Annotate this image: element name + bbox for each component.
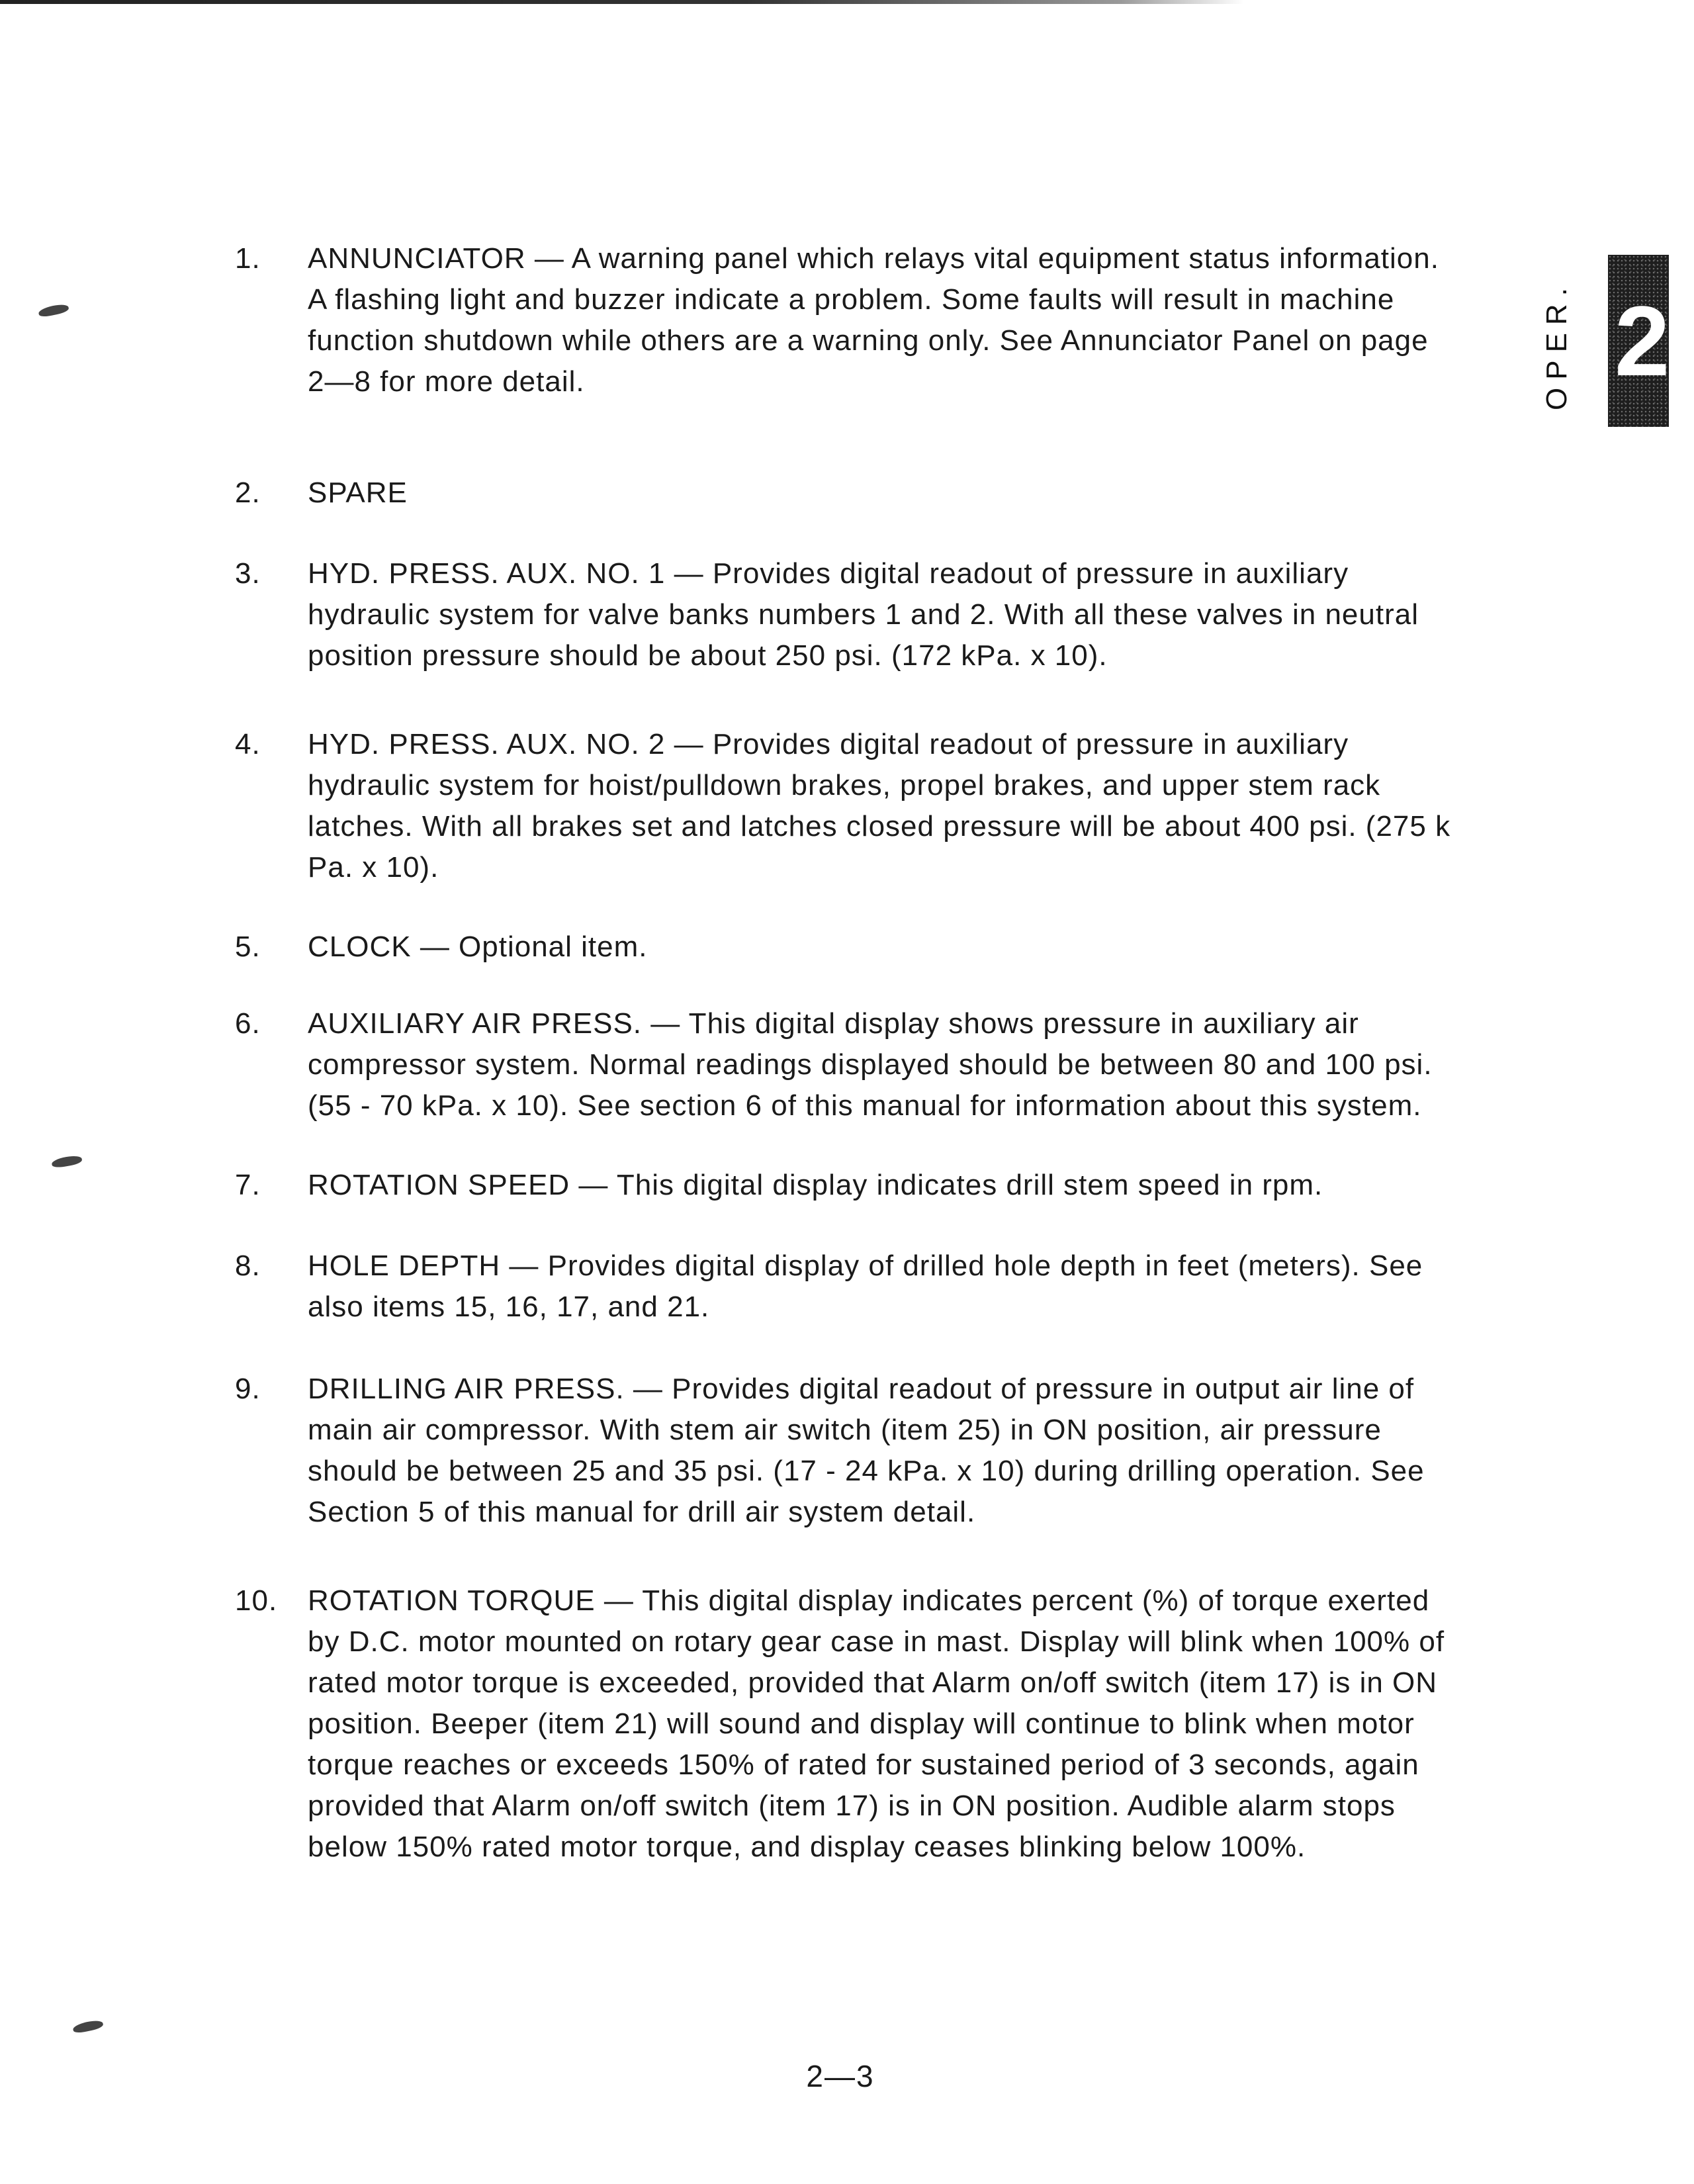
item-text: ROTATION TORQUE — This digital display indicates percent (%) of torque exerted by D.C. motor mounted on rotary gear case in mast. Display will blink when 100% of rated motor torque is exceeded, provided that Alarm on/off switch (item 17) is in ON position. Beeper (item 21) will sound and display will continue to blink when motor torque reaches or exceeds 150% of rated for sustained period of 3 seconds, again provided that Alarm on/off switch (item 17) is in ON position. Audible alarm stops below 150% rated motor torque, and display ceases blinking below 100%. xyxy=(308,1584,1445,1863)
section-tab-number: 2 xyxy=(1615,285,1670,396)
list-item xyxy=(235,1165,1452,1206)
item-list xyxy=(235,238,1452,1868)
item-text: AUXILIARY AIR PRESS. — This digital display shows pressure in auxiliary air compressor system. Normal readings displayed should be between 80 and 100 psi. (55 - 70 kPa. x 10). See section 6 of this manual for information about this system. xyxy=(308,1007,1433,1122)
page-number: 2—3 xyxy=(806,2059,875,2093)
item-number: 3. xyxy=(235,557,261,590)
list-item xyxy=(235,1580,1452,1868)
list-item xyxy=(235,724,1452,888)
item-text: HYD. PRESS. AUX. NO. 1 — Provides digital readout of pressure in auxiliary hydraulic system for valve banks numbers 1 and 2. With all these valves in neutral position pressure should be about 250 psi. (172 kPa. x 10). xyxy=(308,557,1419,672)
item-number: 7. xyxy=(235,1169,261,1201)
item-number: 6. xyxy=(235,1007,261,1040)
list-item xyxy=(235,1246,1452,1328)
section-tab-label: OPER. xyxy=(1540,280,1573,410)
list-item xyxy=(235,553,1452,676)
item-text: SPARE xyxy=(308,477,408,509)
item-text: ROTATION SPEED — This digital display indicates drill stem speed in rpm. xyxy=(308,1169,1323,1201)
item-text: HYD. PRESS. AUX. NO. 2 — Provides digital readout of pressure in auxiliary hydraulic system for hoist/pulldown brakes, propel brakes, and upper stem rack latches. With all brakes set and latches closed pressure will be about 400 psi. (275 k Pa. x 10). xyxy=(308,728,1451,884)
item-number: 4. xyxy=(235,728,261,760)
item-number: 8. xyxy=(235,1250,261,1282)
item-number: 2. xyxy=(235,477,261,509)
list-item xyxy=(235,1003,1452,1126)
item-number: 9. xyxy=(235,1373,261,1405)
list-item xyxy=(235,1369,1452,1533)
item-number: 10. xyxy=(235,1584,278,1617)
list-item xyxy=(235,473,1452,514)
list-item xyxy=(235,238,1452,402)
binder-mark xyxy=(38,302,69,318)
item-text: HOLE DEPTH — Provides digital display of drilled hole depth in feet (meters). See also items 15, 16, 17, and 21. xyxy=(308,1250,1423,1323)
top-rule xyxy=(0,0,1244,4)
item-text: CLOCK — Optional item. xyxy=(308,931,648,963)
binder-mark xyxy=(51,1154,83,1169)
binder-mark xyxy=(72,2019,104,2034)
item-text: ANNUNCIATOR — A warning panel which relays vital equipment status information. A flashing light and buzzer indicate a problem. Some faults will result in machine function shutdown while others are a warning only. See Annunciator Panel on page 2—8 for more detail. xyxy=(308,242,1439,398)
list-item xyxy=(235,927,1452,968)
item-number: 1. xyxy=(235,242,261,275)
item-text: DRILLING AIR PRESS. — Provides digital readout of pressure in output air line of main air compressor. With stem air switch (item 25) in ON position, air pressure should be between 25 and 35 psi. (17 - 24 kPa. x 10) during drilling operation. See Section 5 of this manual for drill air system detail. xyxy=(308,1373,1425,1528)
item-number: 5. xyxy=(235,931,261,963)
